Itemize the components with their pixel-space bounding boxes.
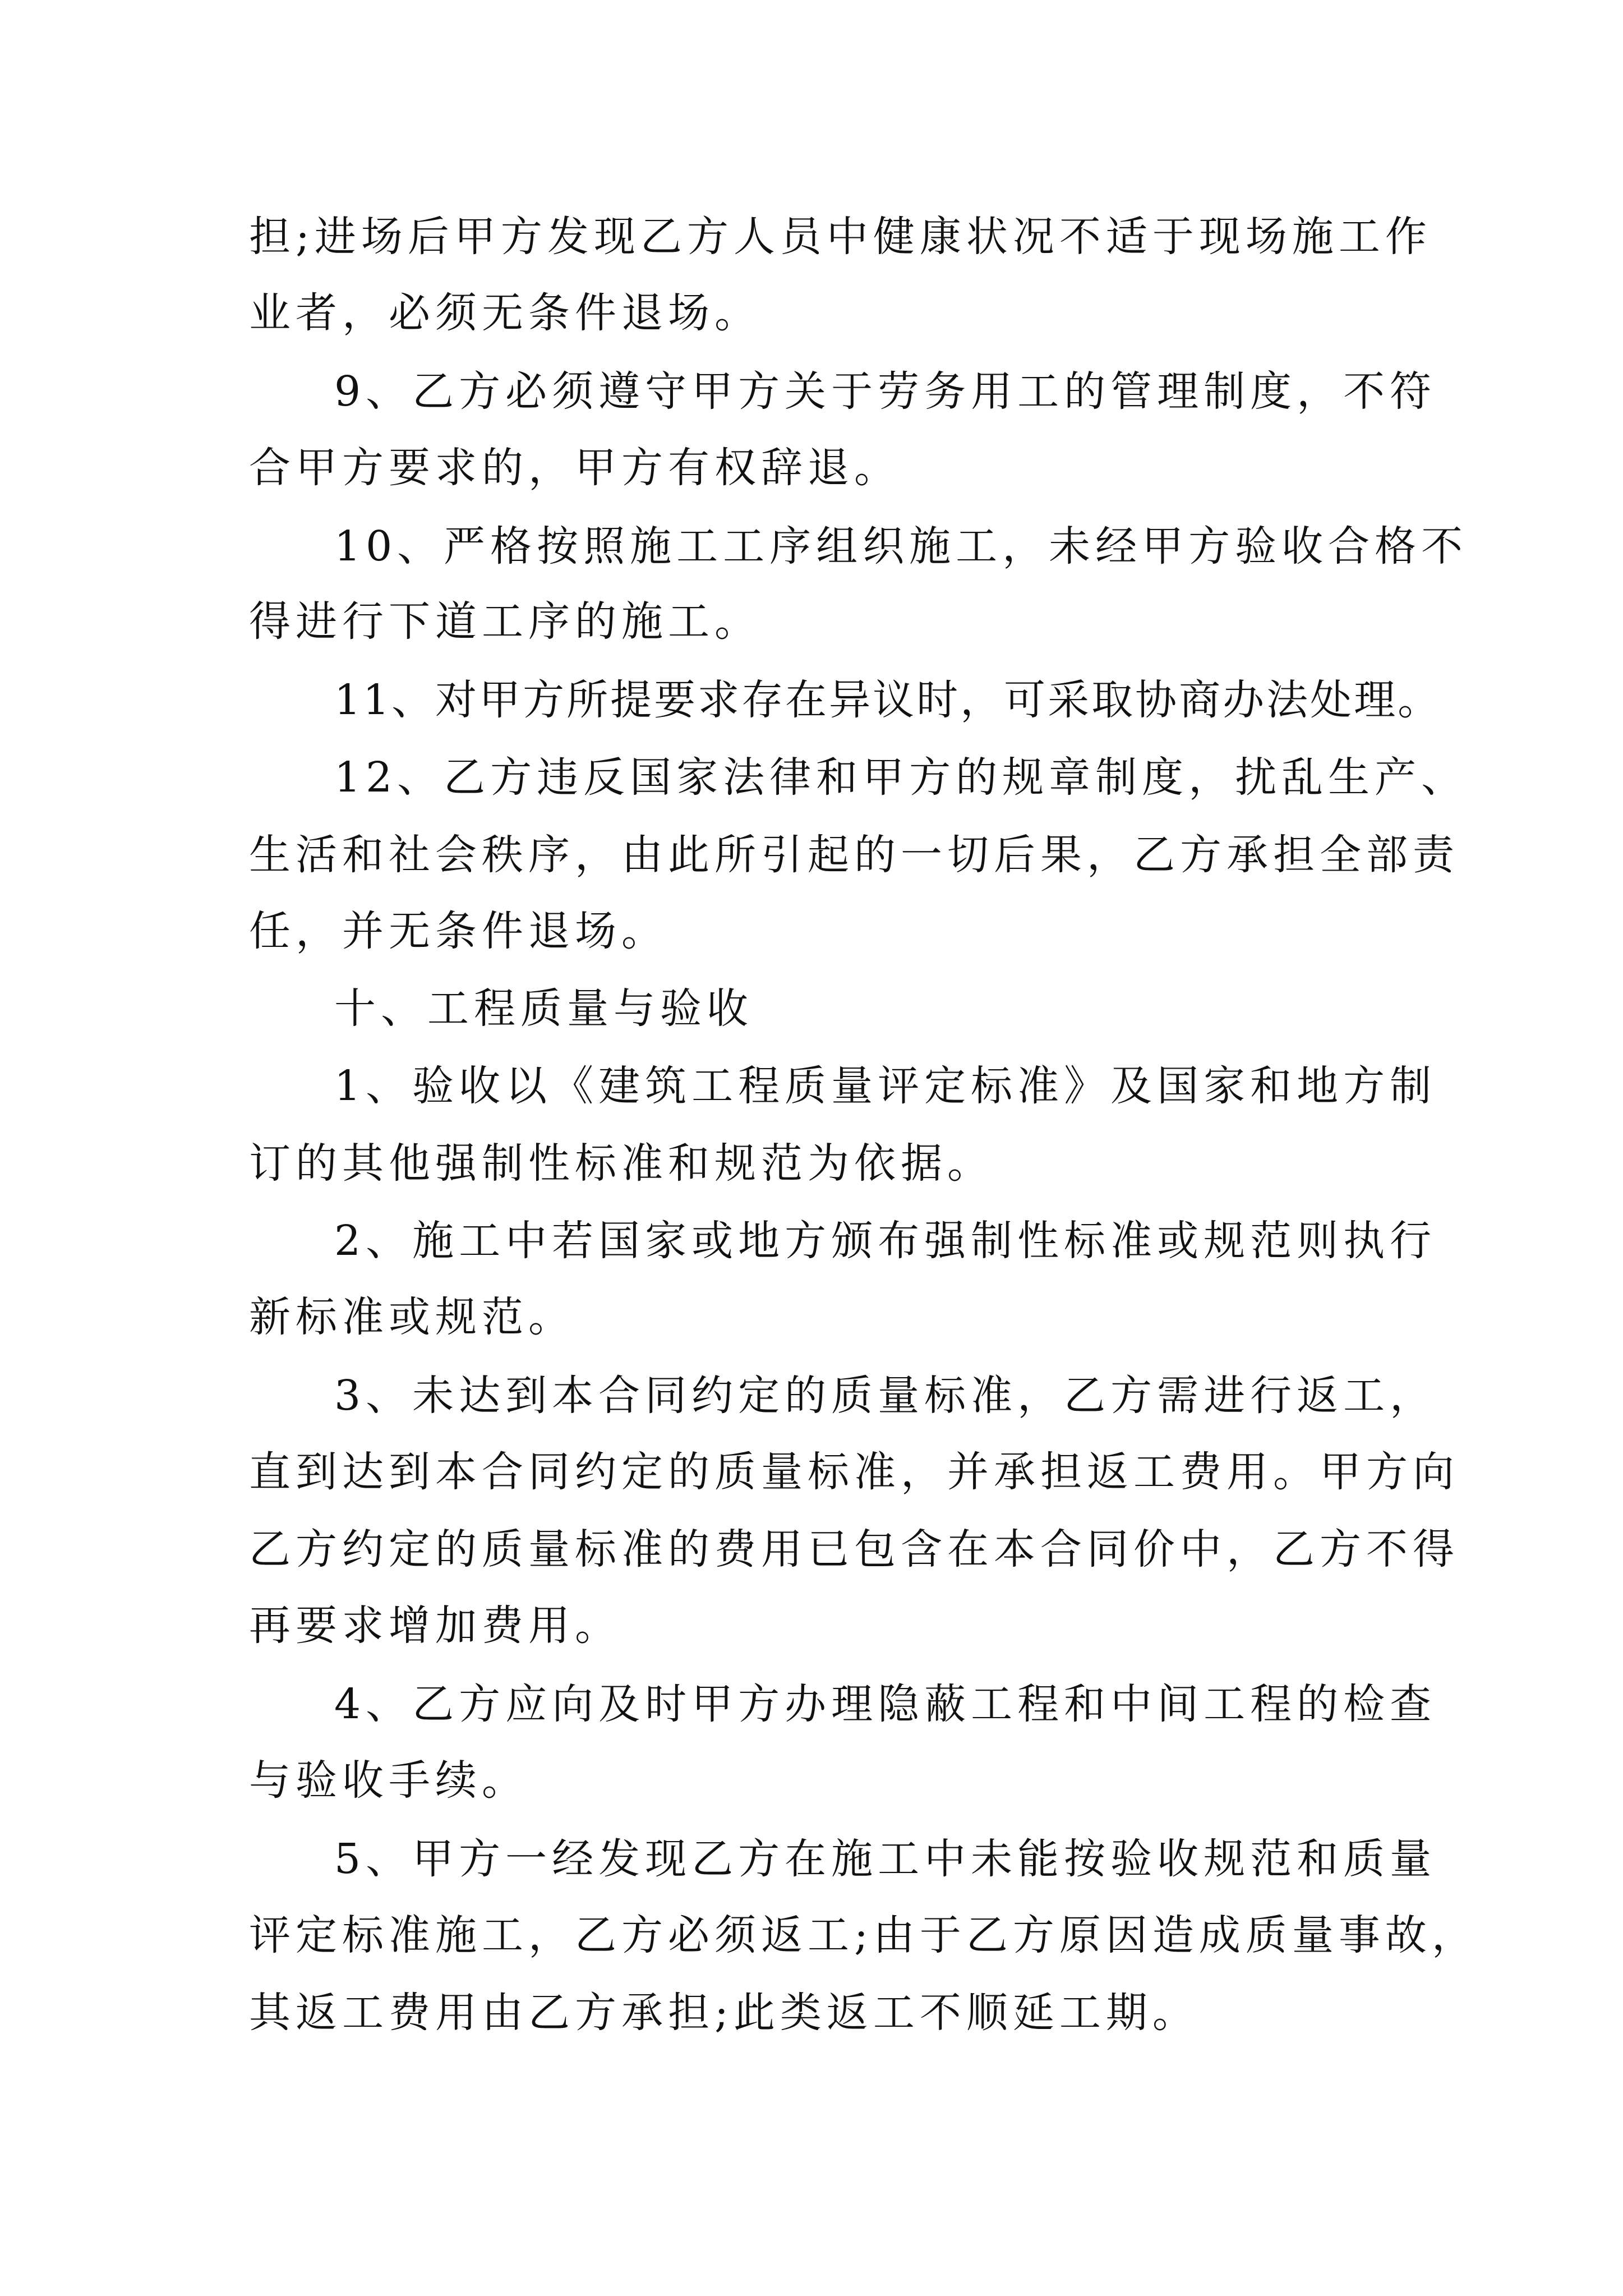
text-line: 3、未达到本合同约定的质量标准，乙方需进行返工， [334, 1372, 1437, 1420]
text-line: 其返工费用由乙方承担;此类返工不顺延工期。 [249, 1989, 1199, 2037]
text-line: 9、乙方必须遵守甲方关于劳务用工的管理制度，不符 [334, 367, 1437, 416]
text-line: 订的其他强制性标准和规范为依据。 [249, 1139, 994, 1188]
text-line: 业者，必须无条件退场。 [249, 289, 761, 337]
text-line: 12、乙方违反国家法律和甲方的规章制度，扰乱生产、 [334, 753, 1468, 802]
text-line: 担;进场后甲方发现乙方人员中健康状况不适于现场施工作 [249, 213, 1432, 261]
section-heading: 十、工程质量与验收 [334, 984, 753, 1033]
text-line: 任，并无条件退场。 [249, 907, 668, 955]
text-line: 乙方约定的质量标准的费用已包含在本合同价中，乙方不得 [249, 1525, 1459, 1573]
text-line: 4、乙方应向及时甲方办理隐蔽工程和中间工程的检查 [334, 1680, 1437, 1728]
text-line: 再要求增加费用。 [249, 1602, 621, 1650]
text-line: 与验收手续。 [249, 1756, 528, 1805]
text-line: 1、验收以《建筑工程质量评定标准》及国家和地方制 [334, 1062, 1437, 1110]
text-line: 直到达到本合同约定的质量标准，并承担返工费用。甲方向 [249, 1448, 1459, 1496]
text-line: 2、施工中若国家或地方颁布强制性标准或规范则执行 [334, 1217, 1437, 1265]
text-line: 合甲方要求的，甲方有权辞退。 [249, 444, 901, 492]
text-line: 新标准或规范。 [249, 1293, 575, 1341]
text-line: 得进行下道工序的施工。 [249, 597, 761, 646]
text-line: 评定标准施工，乙方必须返工;由于乙方原因造成质量事故， [249, 1911, 1478, 1959]
text-line: 生活和社会秩序，由此所引起的一切后果，乙方承担全部责 [249, 831, 1459, 879]
text-line: 5、甲方一经发现乙方在施工中未能按验收规范和质量 [334, 1835, 1437, 1883]
text-line: 11、对甲方所提要求存在异议时，可采取协商办法处理。 [334, 676, 1442, 724]
text-line: 10、严格按照施工工序组织施工，未经甲方验收合格不 [334, 522, 1468, 570]
